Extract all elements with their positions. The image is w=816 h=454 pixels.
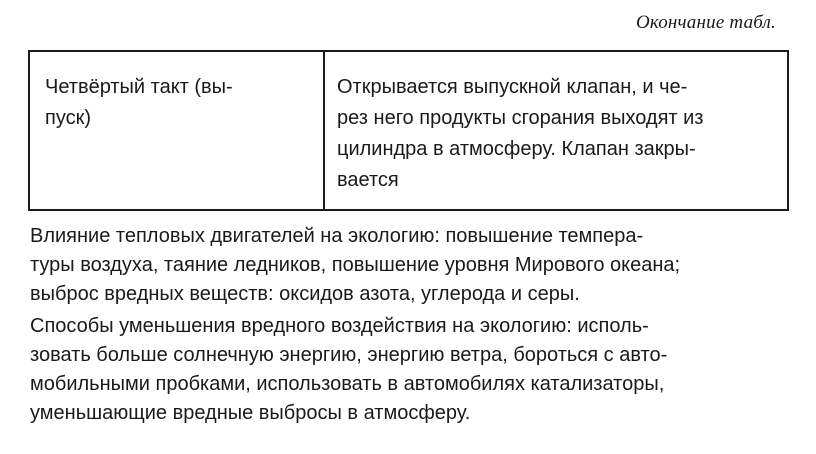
table-cell-description: Открывается выпускной клапан, и че- рез него продукты сгорания выходят из цилиндра в атмосферу. Клапан закры- вается [337,76,704,191]
table-column-divider [323,52,325,209]
table-continuation-caption: Окончание табл. [635,12,776,33]
paragraph-ecology-impact: Влияние тепловых двигателей на экологию: повышение темпера- туры воздуха, таяние ледников, повышение уровня Мирового океана; выброс вредных веществ: оксидов азота, углерода и серы. [30,225,681,305]
paragraph-reduction-methods: Способы уменьшения вредного воздействия на экологию: исполь- зовать больше солнечную энергию, энергию ветра, бороться с авто- мобильными пробками, использовать в автомобилях катализаторы, уменьшающие вредные выбросы в атмосферу. [30,315,668,424]
table-continuation [28,50,789,211]
table-cell-stage: Четвёртый такт (вы- пуск) [45,76,233,129]
